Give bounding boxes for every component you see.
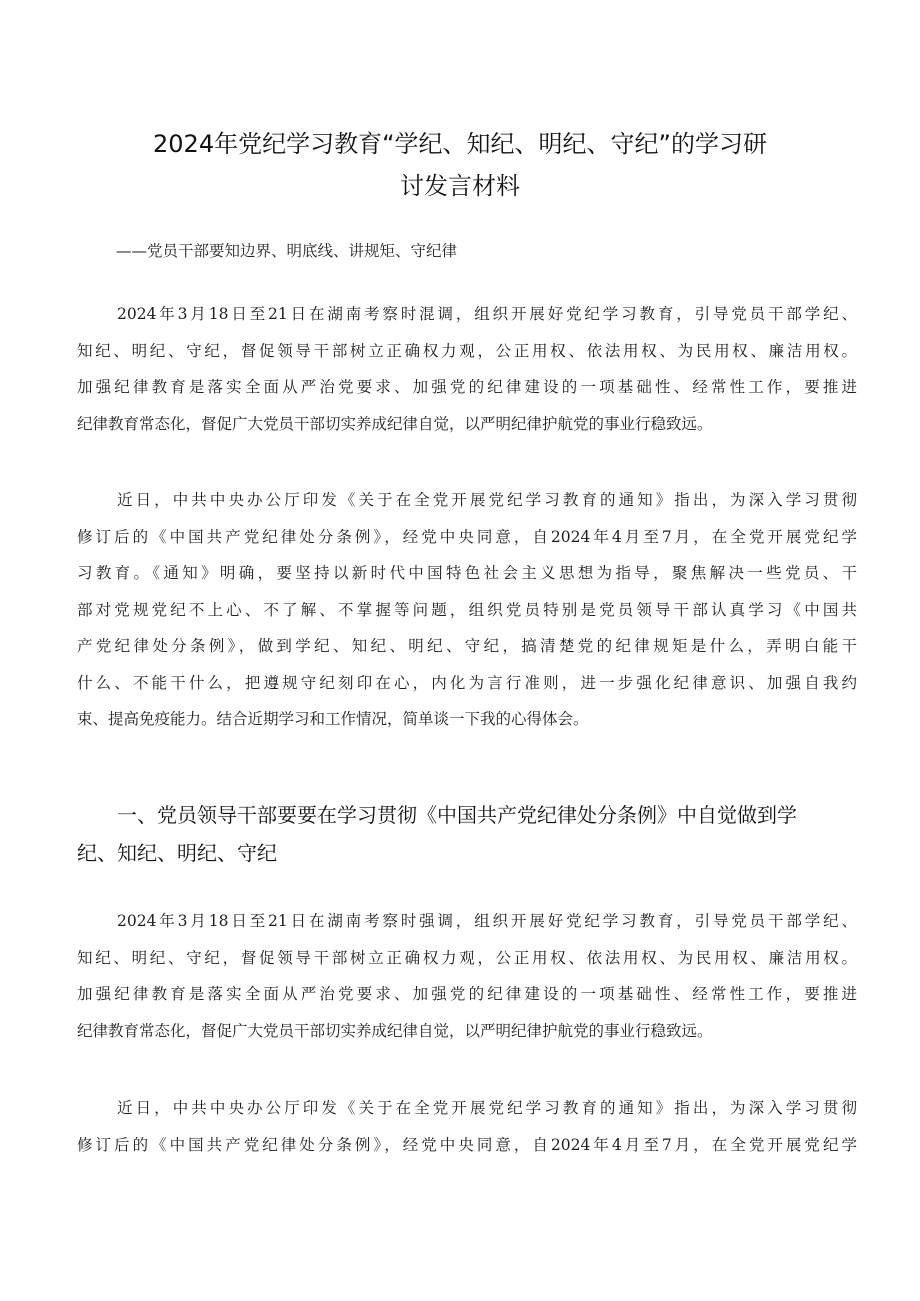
paragraph-line: 习教育。《通知》明确，要坚持以新时代中国特色社会主义思想为指导，聚焦解决一些党员、干 <box>77 564 857 582</box>
paragraph-line: 加强纪律教育是落实全面从严治党要求、加强党的纪律建设的一项基础性、经常性工作，要推进 <box>77 378 857 396</box>
paragraph-line: 知纪、明纪、守纪，督促领导干部树立正确权力观，公正用权、依法用权、为民用权、廉洁用权。 <box>77 948 857 967</box>
paragraph-1 <box>77 296 857 442</box>
paragraph-2 <box>77 482 857 738</box>
paragraph-line: 束、提高免疫能力。结合近期学习和工作情况，简单谈一下我的心得体会。 <box>77 710 589 728</box>
paragraph-line: 2024年3月18日至21日在湖南考察时强调，组织开展好党纪学习教育，引导党员干部学纪、 <box>117 912 857 930</box>
document-title <box>110 123 810 207</box>
document-subtitle: ——党员干部要知边界、明底线、讲规矩、守纪律 <box>116 242 458 260</box>
paragraph-line: 修订后的《中国共产党纪律处分条例》，经党中央同意，自2024年4月至7月，在全党开展党纪学 <box>77 527 857 546</box>
heading-line: 一、党员领导干部要要在学习贯彻《中国共产党纪律处分条例》中自觉做到学 <box>117 803 797 827</box>
paragraph-line: 纪律教育常态化，督促广大党员干部切实养成纪律自觉，以严明纪律护航党的事业行稳致远。 <box>77 414 713 433</box>
paragraph-line: 产党纪律处分条例》，做到学纪、知纪、明纪、守纪，搞清楚党的纪律规矩是什么，弄明白能干 <box>77 637 857 655</box>
paragraph-4 <box>77 1090 857 1163</box>
paragraph-line: 近日，中共中央办公厅印发《关于在全党开展党纪学习教育的通知》指出，为深入学习贯彻 <box>117 1099 857 1117</box>
paragraph-line: 部对党规党纪不上心、不了解、不掌握等问题，组织党员特别是党员领导干部认真学习《中国共 <box>77 600 857 619</box>
paragraph-line: 近日，中共中央办公厅印发《关于在全党开展党纪学习教育的通知》指出，为深入学习贯彻 <box>117 491 857 509</box>
paragraph-3 <box>77 903 857 1049</box>
heading-line: 纪、知纪、明纪、守纪 <box>77 841 277 865</box>
title-line: 讨发言材料 <box>400 172 520 200</box>
paragraph-line: 纪律教育常态化，督促广大党员干部切实养成纪律自觉，以严明纪律护航党的事业行稳致远。 <box>77 1021 713 1040</box>
title-line: 2024年党纪学习教育“学纪、知纪、明纪、守纪”的学习研 <box>153 130 767 158</box>
paragraph-line: 修订后的《中国共产党纪律处分条例》，经党中央同意，自2024年4月至7月，在全党开展党纪学 <box>77 1135 857 1154</box>
paragraph-line: 2024年3月18日至21日在湖南考察时混调，组织开展好党纪学习教育，引导党员干部学纪、 <box>117 305 857 323</box>
paragraph-line: 什么、不能干什么，把遵规守纪刻印在心，内化为言行准则，进一步强化纪律意识、加强自我约 <box>77 673 857 692</box>
paragraph-line: 知纪、明纪、守纪，督促领导干部树立正确权力观，公正用权、依法用权、为民用权、廉洁用权。 <box>77 341 857 360</box>
paragraph-line: 加强纪律教育是落实全面从严治党要求、加强党的纪律建设的一项基础性、经常性工作，要推进 <box>77 985 857 1003</box>
section-heading-1 <box>77 796 857 872</box>
